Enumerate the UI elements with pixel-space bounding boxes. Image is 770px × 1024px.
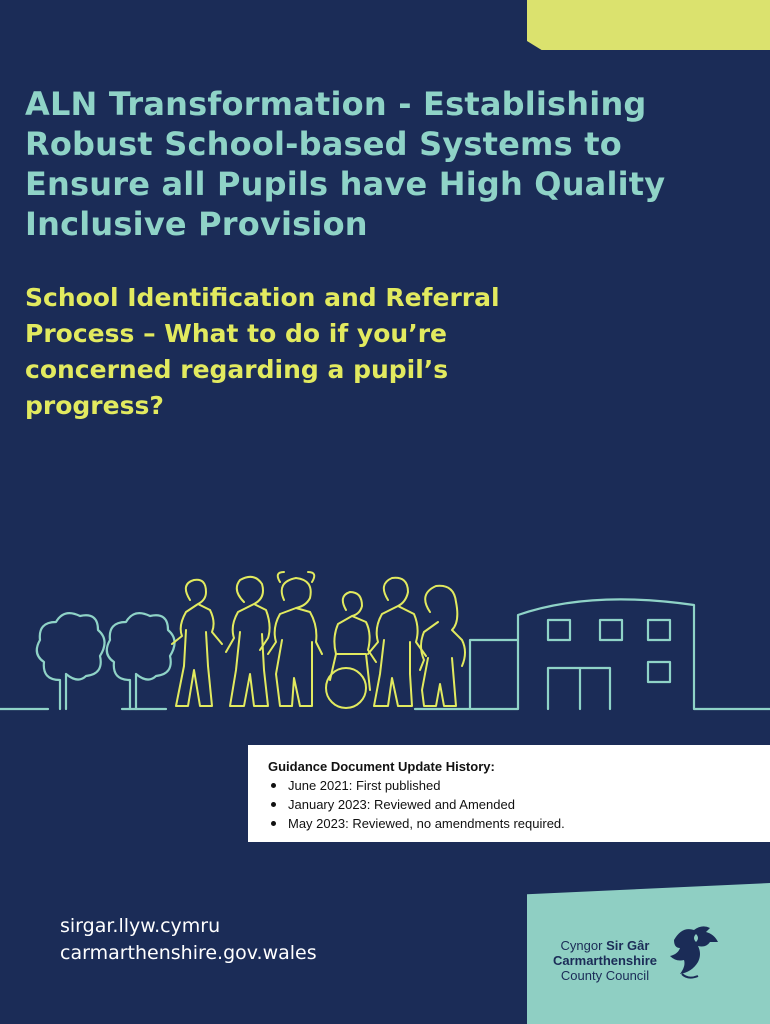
wheelchair-figure [330,592,376,690]
child-figure [368,578,426,706]
english-website-link[interactable]: carmarthenshire.gov.wales [60,942,317,964]
child-figure [226,577,270,706]
child-figure [172,580,222,706]
door [548,668,610,709]
update-history-box [248,745,770,842]
child-figure [268,572,322,706]
window [548,620,570,640]
history-item: May 2023: Reviewed, no amendments required. [288,814,760,833]
tree-icon [37,613,105,709]
child-figure [420,586,465,706]
welsh-website-link[interactable]: sirgar.llyw.cymru [60,915,221,937]
logo-english-name: Carmarthenshire [552,953,658,968]
website-links [60,913,317,967]
window [648,662,670,682]
history-list [268,776,760,833]
logo-welsh-name: Cyngor Sir Gâr [560,938,650,953]
history-item: January 2023: Reviewed and Amended [288,795,760,814]
history-heading: Guidance Document Update History: [268,759,495,774]
ground-line [0,599,770,709]
dragon-icon [668,922,720,982]
tree-icon [107,613,175,709]
wheel [326,668,366,708]
document-title: ALN Transformation - Establishing Robust School-based Systems to Ensure all Pupils have High Quality Inclusive Provision [25,85,666,243]
document-subtitle: School Identification and Referral Process – What to do if you’re concerned regarding a pupil’s progress? [25,283,500,420]
accent-tab [527,0,770,50]
community-illustration [0,570,770,720]
window [648,620,670,640]
logo-council-label: County Council [560,968,650,983]
council-logo [540,938,670,983]
window [600,620,622,640]
history-item: June 2021: First published [288,776,760,795]
